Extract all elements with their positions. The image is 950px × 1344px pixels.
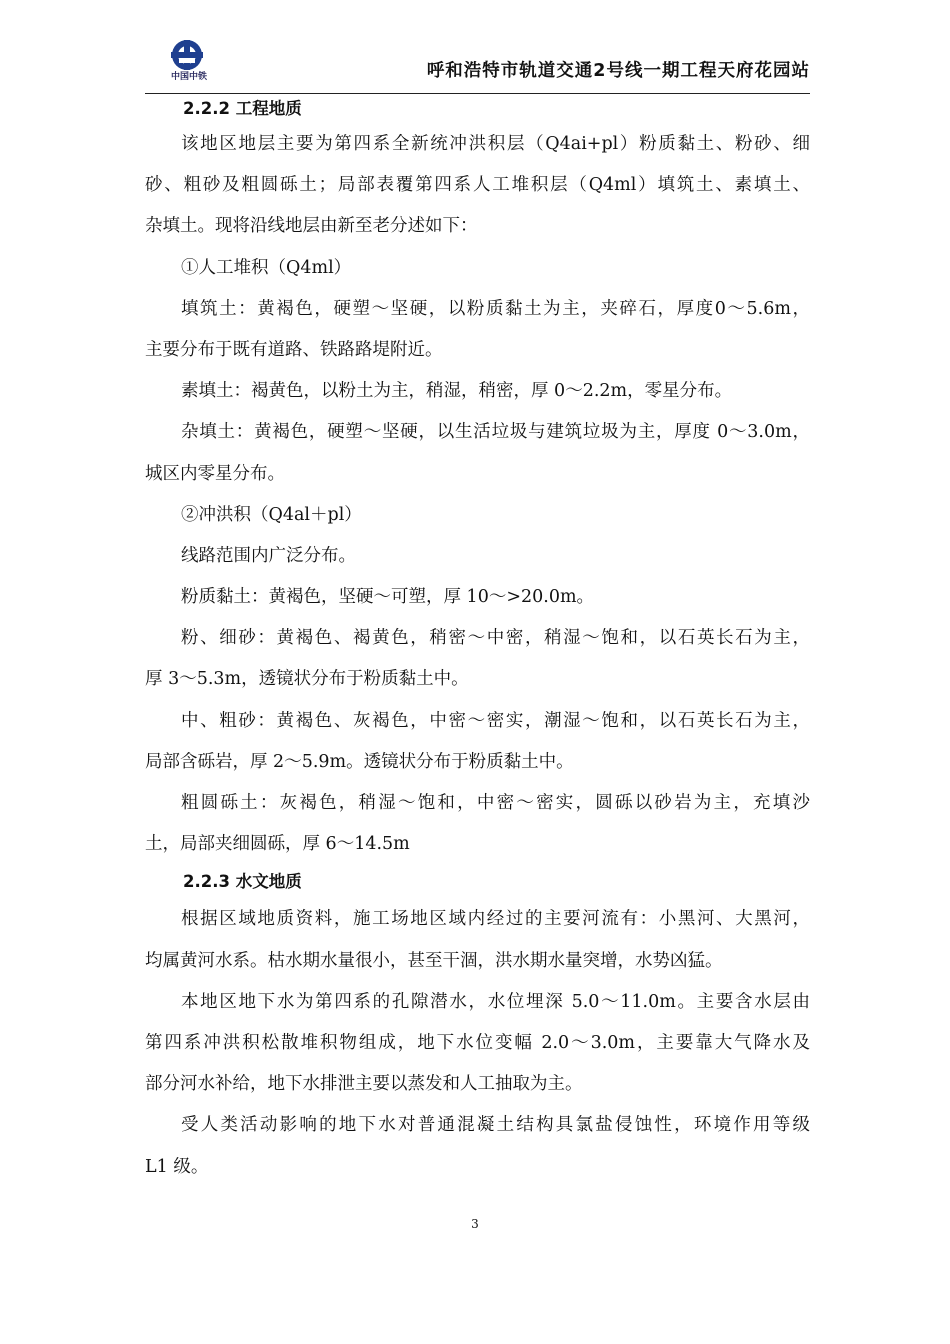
paragraph-line: 局部含砾岩，厚 2～5.9m。透镜状分布于粉质黏土中。 xyxy=(145,751,574,772)
document-header-title: 呼和浩特市轨道交通2号线一期工程天府花园站 xyxy=(426,61,810,81)
section-heading-hydrogeology: 2.2.3 水文地质 xyxy=(183,872,302,892)
page-header xyxy=(145,30,810,94)
paragraph-line: 第四系冲洪积松散堆积物组成，地下水位变幅 2.0～3.0m，主要靠大气降水及 xyxy=(145,1032,810,1053)
paragraph-line: 均属黄河水系。枯水期水量很小，甚至干涸，洪水期水量突增，水势凶猛。 xyxy=(145,950,723,971)
paragraph-line: 粉质黏土：黄褐色，坚硬～可塑，厚 10～>20.0m。 xyxy=(181,587,595,608)
page-number: 3 xyxy=(471,1217,479,1231)
page-body xyxy=(145,94,810,1188)
paragraph-line: 素填土：褐黄色，以粉土为主，稍湿，稍密，厚 0～2.2m，零星分布。 xyxy=(181,381,733,402)
paragraph-line: 根据区域地质资料，施工场地区域内经过的主要河流有：小黑河、大黑河， xyxy=(181,909,810,930)
paragraph-line: 粗圆砾土：灰褐色，稍湿～饱和，中密～密实，圆砾以砂岩为主，充填沙 xyxy=(181,793,810,813)
section-heading-engineering-geology: 2.2.2 工程地质 xyxy=(183,99,302,118)
paragraph-line: 中、粗砂：黄褐色、灰褐色，中密～密实，潮湿～饱和，以石英长石为主， xyxy=(181,710,810,731)
subheading-artificial-fill: ①人工堆积（Q4ml） xyxy=(181,257,352,278)
paragraph-line: 部分河水补给，地下水排泄主要以蒸发和人工抽取为主。 xyxy=(145,1074,583,1095)
paragraph-line: 土，局部夹细圆砾，厚 6～14.5m xyxy=(145,834,410,855)
paragraph-line: L1 级。 xyxy=(145,1156,209,1177)
paragraph-line: 杂填土。现将沿线地层由新至老分述如下： xyxy=(145,216,478,237)
paragraph-line: 城区内零星分布。 xyxy=(145,463,285,484)
paragraph-line: 受人类活动影响的地下水对普通混凝土结构具氯盐侵蚀性，环境作用等级 xyxy=(181,1115,810,1136)
paragraph-line: 本地区地下水为第四系的孔隙潜水，水位埋深 5.0～11.0m。主要含水层由 xyxy=(181,991,810,1012)
paragraph-line: 线路范围内广泛分布。 xyxy=(181,545,356,566)
paragraph-line: 主要分布于既有道路、铁路路堤附近。 xyxy=(145,339,443,360)
paragraph-line: 该地区地层主要为第四系全新统冲洪积层（Q4ai+pl）粉质黏土、粉砂、细 xyxy=(181,134,810,154)
paragraph-line: 填筑土：黄褐色，硬塑～坚硬，以粉质黏土为主，夹碎石，厚度0～5.6m， xyxy=(181,298,810,319)
paragraph-line: 杂填土：黄褐色，硬塑～坚硬，以生活垃圾与建筑垃圾为主，厚度 0～3.0m， xyxy=(181,422,810,443)
paragraph-line: 粉、细砂：黄褐色、褐黄色，稍密～中密，稍湿～饱和，以石英长石为主， xyxy=(181,628,810,649)
paragraph-line: 厚 3～5.3m，透镜状分布于粉质黏土中。 xyxy=(145,669,469,690)
paragraph-line: 砂、粗砂及粗圆砾土；局部表覆第四系人工堆积层（Q4ml）填筑土、素填土、 xyxy=(145,175,810,196)
logo-text: 中国中铁 xyxy=(170,72,207,82)
subheading-alluvial: ②冲洪积（Q4al＋pl） xyxy=(181,504,362,525)
